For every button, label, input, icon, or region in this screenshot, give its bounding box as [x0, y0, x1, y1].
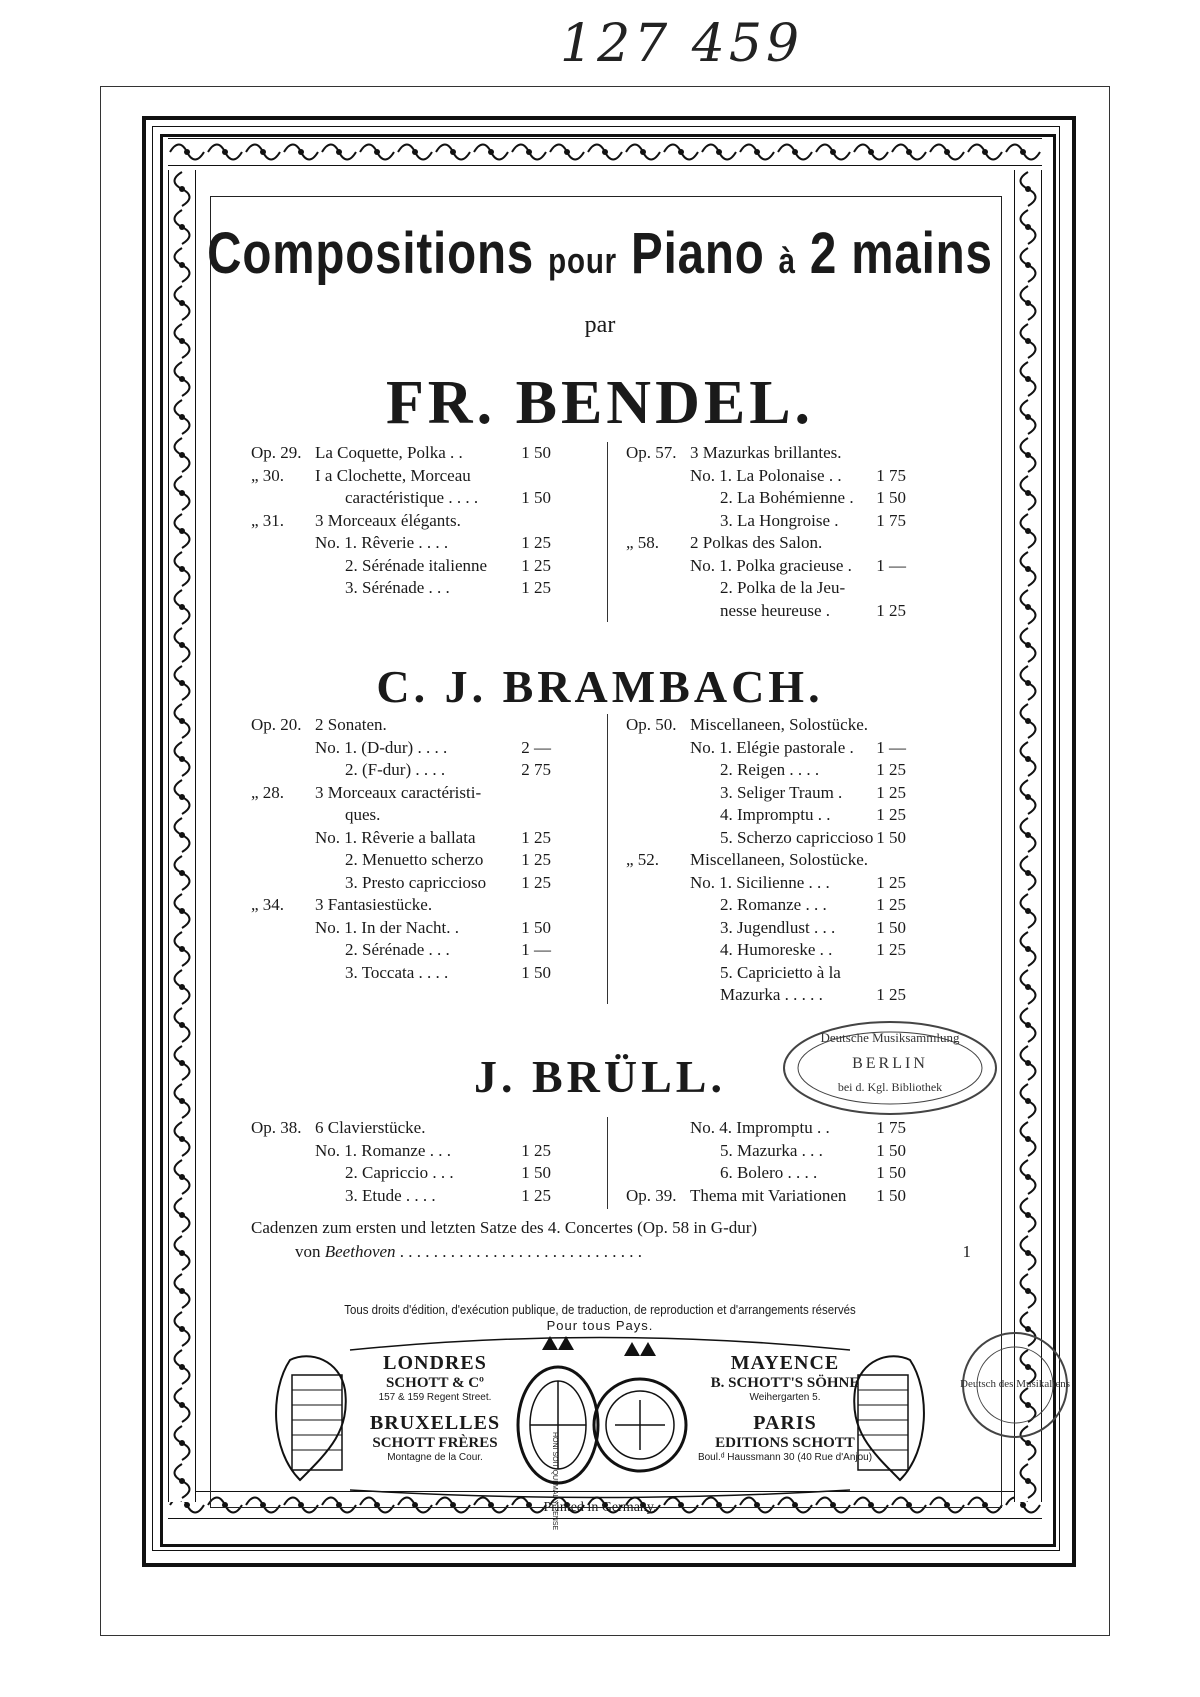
- work-title: 3 Fantasiestücke.: [315, 895, 433, 914]
- column-divider: [607, 442, 608, 622]
- work-title: 3 Mazurkas brillantes.: [690, 443, 842, 462]
- publisher-brussels-firm: SCHOTT FRÈRES: [372, 1435, 498, 1451]
- publisher-paris: [690, 1412, 880, 1463]
- price: 1 25: [521, 533, 551, 552]
- page-title: [108, 220, 1092, 287]
- catalog-row: [626, 714, 976, 737]
- catalog-row: [626, 555, 976, 578]
- cadenza-price: 1: [962, 1242, 971, 1261]
- catalog-brambach-left: [251, 714, 591, 984]
- price: 1 25: [521, 1185, 551, 1205]
- catalog-row: [251, 555, 591, 578]
- column-divider: [607, 1117, 608, 1209]
- catalog-bendel-right: [626, 442, 976, 622]
- work-title: 3 Morceaux élégants.: [315, 510, 461, 530]
- work-title: 2. Reigen . . . .: [720, 760, 820, 779]
- price: 1 50: [876, 1163, 906, 1182]
- catalog-row: [626, 894, 976, 917]
- handwritten-catalog-number: 127 459: [560, 14, 804, 74]
- publisher-london: [340, 1352, 530, 1403]
- price: 1 25: [876, 805, 906, 824]
- work-title: No. 1. Polka gracieuse .: [690, 555, 852, 575]
- catalog-row: [626, 487, 976, 510]
- catalog-row: [251, 714, 591, 737]
- price: 1 50: [521, 917, 551, 937]
- crest-motto: HONI SOIT QUI MAL Y PENSE: [551, 1432, 558, 1531]
- price: 1 50: [876, 1185, 906, 1205]
- opus-number: Op. 20.: [251, 715, 302, 734]
- catalog-row: [251, 962, 591, 985]
- price: 1 75: [876, 510, 906, 530]
- work-title: 5. Mazurka . . .: [720, 1140, 823, 1160]
- work-title: No. 1. Rêverie . . . .: [315, 533, 449, 552]
- work-title: 3. Etude . . . .: [345, 1185, 436, 1205]
- catalog-row: [251, 487, 591, 510]
- work-title: 3. La Hongroise .: [720, 510, 839, 530]
- catalog-row: [626, 962, 976, 985]
- work-title: 2. La Bohémienne .: [720, 488, 854, 507]
- stamp-berlin-line1: Deutsche Musiksammlung: [820, 1030, 960, 1045]
- catalog-row: [626, 872, 976, 895]
- work-title: 2. Menuetto scherzo: [345, 850, 484, 869]
- work-title: Thema mit Variationen: [690, 1185, 847, 1205]
- publisher-mainz-firm: B. SCHOTT'S SÖHNE: [710, 1375, 860, 1391]
- catalog-row: [251, 1185, 591, 1208]
- cadenza-line-2: [251, 1240, 971, 1264]
- catalog-row: [626, 737, 976, 760]
- royal-crest-right: [594, 1342, 686, 1471]
- price: 1 50: [521, 488, 551, 507]
- price: 1 —: [876, 737, 906, 757]
- price: 1 50: [521, 443, 551, 462]
- work-title: No. 1. Rêverie a ballata: [315, 827, 476, 847]
- catalog-row: [251, 465, 591, 488]
- catalog-row: [251, 827, 591, 850]
- opus-number: „ 52.: [626, 850, 660, 869]
- catalog-row: [626, 827, 976, 850]
- catalog-row: [251, 872, 591, 895]
- printed-in-germany: Printed in Germany.: [543, 1500, 657, 1515]
- opus-number: „ 34.: [251, 895, 285, 914]
- stamp-berlin-line3: bei d. Kgl. Bibliothek: [837, 1080, 943, 1094]
- price: 1 50: [521, 1163, 551, 1182]
- price: 1 25: [521, 1140, 551, 1160]
- work-title: 2. Capriccio . . .: [345, 1163, 454, 1182]
- work-title: 3 Morceaux caractéristi-: [315, 782, 482, 802]
- price: 1 —: [876, 555, 906, 575]
- work-title: 6 Clavierstücke.: [315, 1118, 426, 1137]
- work-title: Miscellaneen, Solostücke.: [690, 850, 868, 869]
- rights-notice: Tous droits d'édition, d'exécution publique, de traduction, de reproduction et d'arrangements réservés: [344, 1302, 856, 1317]
- work-title: 5. Capricietto à la: [720, 962, 841, 982]
- catalog-row: [626, 849, 976, 872]
- price: 1 25: [876, 940, 906, 959]
- rights-pays: Pour tous Pays.: [546, 1318, 654, 1333]
- catalog-row: [626, 804, 976, 827]
- opus-number: „ 30.: [251, 465, 285, 485]
- opus-number: Op. 29.: [251, 443, 302, 462]
- publisher-paris-firm: EDITIONS SCHOTT: [715, 1435, 855, 1451]
- opus-number: „ 31.: [251, 510, 285, 530]
- work-title: 3. Jugendlust . . .: [720, 917, 836, 937]
- publisher-mainz: [690, 1352, 880, 1403]
- price: 1 25: [876, 760, 906, 779]
- stamp-berlin-line2: BERLIN: [852, 1055, 928, 1072]
- price: 1 50: [876, 1140, 906, 1160]
- catalog-row: [251, 577, 591, 600]
- work-title: 4. Humoreske . .: [720, 940, 833, 959]
- opus-number: „ 58.: [626, 533, 660, 552]
- catalog-row: [626, 442, 976, 465]
- work-title: 3. Sérénade . . .: [345, 578, 450, 597]
- catalog-row: [626, 510, 976, 533]
- price: 1 25: [521, 827, 551, 847]
- catalog-row: [626, 939, 976, 962]
- catalog-brull-right: [626, 1117, 976, 1207]
- work-title: No. 1. Sicilienne . . .: [690, 872, 830, 892]
- catalog-row: [251, 849, 591, 872]
- work-title: 3. Seliger Traum .: [720, 782, 843, 802]
- publisher-mainz-address: Weihergarten 5.: [749, 1392, 821, 1403]
- work-title: 2 Sonaten.: [315, 715, 387, 734]
- composer-heading-brull: J. BRÜLL.: [474, 1051, 726, 1102]
- composer-heading-brambach: C. J. BRAMBACH.: [376, 661, 824, 712]
- work-title: No. 1. (D-dur) . . . .: [315, 737, 448, 757]
- catalog-row: [626, 1117, 976, 1140]
- price: 1 25: [521, 850, 551, 869]
- column-divider: [607, 714, 608, 1004]
- price: 1 25: [876, 872, 906, 892]
- work-title: No. 1. La Polonaise . .: [690, 465, 842, 485]
- work-title: 6. Bolero . . . .: [720, 1163, 818, 1182]
- work-title: ques.: [345, 805, 381, 824]
- stamp-right-text: Deutsch des Musikaliens: [960, 1378, 1070, 1390]
- publisher-paris-address: Boul.ᵈ Haussmann 30 (40 Rue d'Anjou): [697, 1452, 873, 1463]
- price: 1 50: [876, 917, 906, 937]
- catalog-row: [626, 600, 976, 623]
- catalog-row: [251, 782, 591, 805]
- publisher-brussels-address: Montagne de la Cour.: [387, 1452, 483, 1463]
- publisher-london-city: LONDRES: [383, 1352, 487, 1374]
- catalog-row: [251, 917, 591, 940]
- catalog-row: [626, 465, 976, 488]
- catalog-brambach-right: [626, 714, 976, 1007]
- publisher-brussels-city: BRUXELLES: [369, 1412, 501, 1434]
- catalog-row: [251, 532, 591, 555]
- work-title: 2. Polka de la Jeu-: [720, 578, 846, 597]
- catalog-bendel-left: [251, 442, 591, 600]
- catalog-row: [251, 510, 591, 533]
- work-title: 2. (F-dur) . . . .: [345, 760, 446, 779]
- price: 2 75: [521, 760, 551, 779]
- cadenza-von: von: [295, 1242, 325, 1261]
- work-title: nesse heureuse .: [720, 600, 830, 620]
- catalog-row: [626, 917, 976, 940]
- publisher-london-address: 157 & 159 Regent Street.: [378, 1392, 492, 1403]
- price: 1 50: [521, 962, 551, 982]
- opus-number: „ 28.: [251, 782, 285, 802]
- price: 1 75: [876, 465, 906, 485]
- royal-crest-left: [518, 1336, 598, 1483]
- catalog-row: [251, 804, 591, 827]
- work-title: No. 1. In der Nacht. .: [315, 917, 459, 937]
- cadenza-leader-dots: . . . . . . . . . . . . . . . . . . . . . . . . . . . . .: [395, 1242, 643, 1261]
- publisher-paris-city: PARIS: [753, 1412, 817, 1434]
- price: 1 25: [876, 895, 906, 914]
- catalog-row: [626, 1185, 976, 1208]
- cadenza-entry: [251, 1216, 971, 1264]
- work-title: 5. Scherzo capriccioso: [720, 827, 874, 847]
- composer-heading-bendel: FR. BENDEL.: [385, 369, 815, 437]
- work-title: 3. Toccata . . . .: [345, 962, 449, 982]
- catalog-row: [251, 1162, 591, 1185]
- opus-number: Op. 38.: [251, 1118, 302, 1137]
- work-title: 2. Romanze . . .: [720, 895, 827, 914]
- opus-number: Op. 39.: [626, 1185, 677, 1205]
- price: 1 25: [521, 555, 551, 575]
- ornament-band-top: [168, 138, 1042, 166]
- work-title: caractéristique . . . .: [345, 488, 479, 507]
- catalog-row: [626, 1162, 976, 1185]
- opus-number: Op. 50.: [626, 715, 677, 734]
- publisher-mainz-city: MAYENCE: [730, 1352, 840, 1374]
- work-title: Miscellaneen, Solostücke.: [690, 715, 868, 734]
- catalog-brull-left: [251, 1117, 591, 1207]
- work-title: 2 Polkas des Salon.: [690, 533, 823, 552]
- catalog-row: [251, 737, 591, 760]
- price: 1 25: [876, 600, 906, 620]
- cadenza-line-1: Cadenzen zum ersten und letzten Satze des 4. Concertes (Op. 58 in G-dur): [251, 1218, 758, 1237]
- opus-number: Op. 57.: [626, 443, 677, 462]
- catalog-row: [626, 1140, 976, 1163]
- title-pour: pour: [548, 240, 617, 281]
- work-title: Mazurka . . . . .: [720, 985, 823, 1004]
- ornament-pattern-top: [168, 139, 1042, 165]
- catalog-row: [251, 939, 591, 962]
- title-compositions: Compositions: [207, 221, 549, 286]
- price: 2 —: [521, 737, 551, 757]
- catalog-row: [251, 1117, 591, 1140]
- catalog-row: [251, 894, 591, 917]
- work-title: La Coquette, Polka . .: [315, 443, 463, 462]
- price: 1 25: [521, 578, 551, 597]
- byline: par: [584, 312, 616, 338]
- work-title: 3. Presto capriccioso: [345, 872, 487, 892]
- catalog-row: [626, 577, 976, 600]
- work-title: No. 1. Romanze . . .: [315, 1140, 451, 1160]
- work-title: No. 4. Impromptu . .: [690, 1118, 830, 1137]
- price: 1 25: [876, 985, 906, 1004]
- catalog-row: [251, 759, 591, 782]
- price: 1 50: [876, 827, 906, 847]
- catalog-row: [626, 759, 976, 782]
- publisher-brussels: [340, 1412, 530, 1463]
- title-a: à: [778, 240, 796, 281]
- price: 1 75: [876, 1118, 906, 1137]
- price: 1 —: [521, 940, 551, 959]
- work-title: I a Clochette, Morceau: [315, 465, 471, 485]
- catalog-row: [626, 782, 976, 805]
- price: 1 25: [521, 872, 551, 892]
- cadenza-composer: Beethoven: [324, 1242, 396, 1261]
- price: 1 50: [876, 488, 906, 507]
- catalog-row: [251, 442, 591, 465]
- work-title: 4. Impromptu . .: [720, 805, 831, 824]
- catalog-row: [251, 1140, 591, 1163]
- work-title: 2. Sérénade . . .: [345, 940, 450, 959]
- work-title: No. 1. Elégie pastorale .: [690, 737, 854, 757]
- work-title: 2. Sérénade italienne: [345, 555, 488, 575]
- publisher-london-firm: SCHOTT & Cº: [385, 1375, 485, 1391]
- title-piano: Piano: [616, 221, 779, 286]
- catalog-row: [626, 532, 976, 555]
- title-2-mains: 2 mains: [795, 221, 993, 286]
- price: 1 25: [876, 782, 906, 802]
- catalog-row: [626, 984, 976, 1007]
